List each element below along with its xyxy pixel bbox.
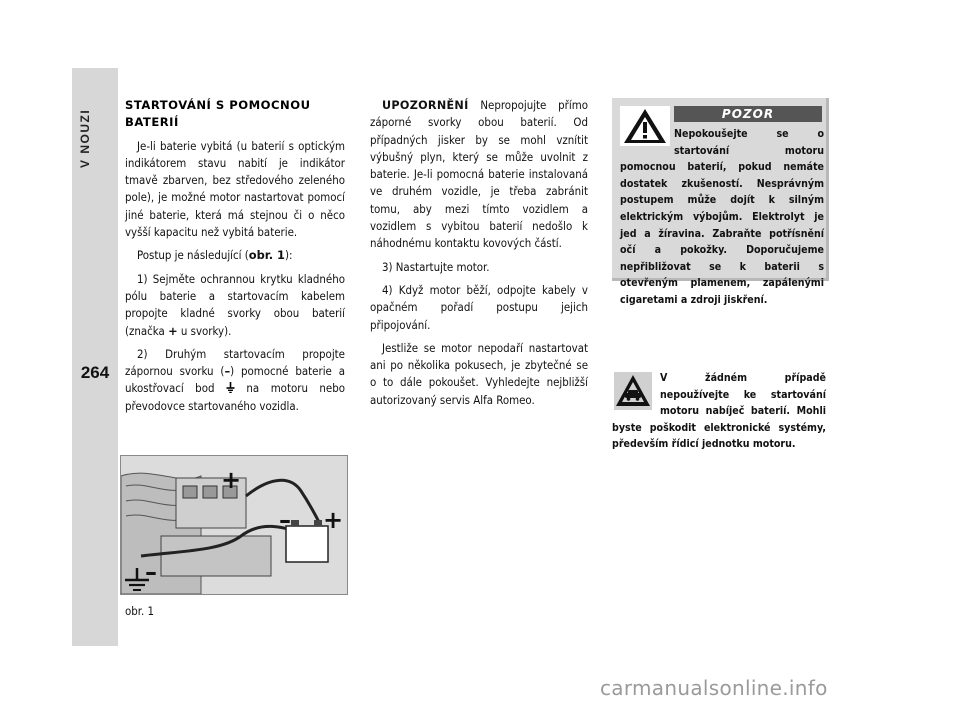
paragraph-fail: Jestliže se motor nepodaří nastartovat ani po několika pokusech, je zbytečné se o to dále pokoušet. Vyhledejte nejbližší autorizovaný servis Alfa Romeo.	[370, 340, 588, 407]
label-plus-1: +	[221, 466, 242, 494]
page-number: 264	[80, 363, 110, 382]
note-text: V žádném případě nepoužívejte ke startování motoru nabíječ baterií. Mohli byste poškodit elektronické systémy, především řídicí jednotku motoru.	[612, 372, 826, 451]
minus-symbol: –	[224, 364, 231, 379]
car-warning-icon	[614, 372, 652, 410]
figure-engine-battery	[120, 455, 348, 595]
warning-box	[612, 98, 829, 306]
watermark: carmanualsonline.info	[600, 676, 828, 700]
paragraph-intro: Je-li baterie vybitá (u baterií s optickým indikátorem stavu nabití je indikátor tmavě zbarven, bez středového zeleného pole), je možné motor nastartovat pomocí jiné baterie, která má stejnou či o něco vyšší kapacitu než vybitá baterie.	[125, 138, 345, 240]
right-column	[370, 97, 588, 409]
paragraph-step-1: 1) Sejměte ochrannou krytku kladného pólu baterie a startovacím kabelem propojte kladné svorky obou baterií (značka + u svorky).	[125, 271, 345, 338]
section-label: V NOUZI	[78, 108, 92, 168]
left-column	[125, 97, 345, 415]
side-tab	[72, 68, 118, 646]
paragraph-procedure: Postup je následující (obr. 1):	[137, 248, 293, 263]
ground-icon	[226, 382, 235, 393]
paragraph-caution: UPOZORNĚNÍ Nepropojujte přímo záporné svorky obou baterií. Od případných jisker by se mohl vznítit výbušný plyn, který se může uvolnit z baterie. Je-li pomocná baterie instalovaná ve druhém vozidle, je třeba zabránit tomu, aby mezi tímto vozidlem a vozidlem s vybitou baterií nedošlo k náhodnému kontaktu kovových částí.	[370, 98, 588, 251]
label-plus-2: +	[323, 506, 344, 534]
plus-symbol: +	[168, 323, 178, 338]
paragraph-step-3: 3) Nastartujte motor.	[382, 259, 490, 274]
note-box	[612, 370, 826, 453]
caution-lead: UPOZORNĚNÍ	[382, 99, 469, 112]
engine-illustration	[121, 456, 347, 594]
label-minus-ground: –	[145, 558, 157, 586]
section-heading: STARTOVÁNÍ S POMOCNOU BATERIÍ	[125, 98, 311, 130]
paragraph-step-2: 2) Druhým startovacím propojte zápornou svorku (–) pomocné baterie a ukostřovací bod na motoru nebo převodovce startovaného vozidla.	[125, 346, 346, 413]
figure-caption: obr. 1	[125, 604, 154, 618]
warning-title: POZOR	[674, 106, 822, 122]
figure-reference: obr. 1	[248, 248, 285, 263]
paragraph-step-4: 4) Když motor běží, odpojte kabely v opačném pořadí postupu jejich připojování.	[370, 282, 588, 332]
label-minus-2: –	[279, 506, 291, 534]
warning-text: Nepokoušejte se o startování motoru pomocnou baterií, pokud nemáte dostatek zkušeností. Nesprávným postupem může dojít k silným elektrickým výbojům. Elektrolyt je jed a žíravina. Zabraňte potřísnění očí a pokožky. Doporučujeme nepřibližovat se k baterii s otevřeným plamenem, zapálenými cigaretami a zdroji jiskření.	[620, 128, 824, 306]
